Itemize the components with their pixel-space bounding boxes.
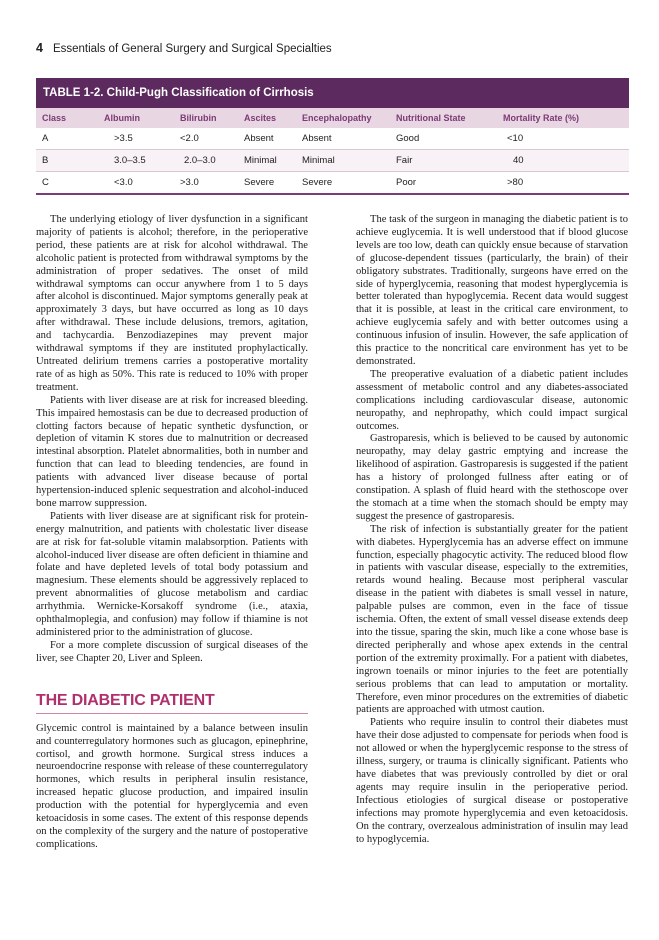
table-row	[36, 172, 629, 195]
column-header: Encephalopathy	[296, 108, 390, 128]
table-cell: <10	[497, 128, 629, 150]
table-cell: C	[36, 172, 98, 195]
body-paragraph: Patients with liver disease are at risk for increased bleeding. This impaired hemostasis can be due to decreased production of clotting factors because of hepatic synthetic dysfunction, or depletion of vitamin K stores due to malnutrition or decreased intestinal absorption. Platelet abnormalities, both in number and function that can lead to bleeding tendencies, are found in patients with advanced liver disease because of portal hypertension-induced splenic sequestration and alcohol-induced bone marrow suppression.	[36, 394, 308, 509]
table-cell: >3.5	[98, 128, 174, 150]
table-cell: B	[36, 150, 98, 172]
child-pugh-table	[36, 78, 629, 195]
page-number: 4	[36, 41, 43, 55]
right-column	[356, 214, 628, 846]
body-paragraph: Gastroparesis, which is believed to be caused by autonomic neuropathy, may delay gastric emptying and increase the likelihood of aspiration. Gastroparesis is suggested if the patient has a history of prolonged fullness after eating or of constipation. A splash of fluid heard with the stethoscope over the stomach at a time when the stomach should be empty may suggest the presence of gastroparesis.	[356, 433, 628, 522]
table-cell: Poor	[390, 172, 497, 195]
table-cell: 3.0–3.5	[98, 150, 174, 172]
body-paragraph: For a more complete discussion of surgical diseases of the liver, see Chapter 20, Liver and Spleen.	[36, 639, 308, 664]
table-row	[36, 128, 629, 150]
heading-rule	[36, 713, 308, 714]
column-header: Nutritional State	[390, 108, 497, 128]
body-paragraph: Glycemic control is maintained by a balance between insulin and counterregulatory hormones such as glucagon, epinephrine, cortisol, and growth hormone. Surgical stress induces a neuroendocrine response with release of these counterregulatory hormones, which results in peripheral insulin resistance, increased hepatic glucose production, and impaired insulin production with the potential for hyperglycemia and even ketoacidosis in some cases. The extent of this response depends on the complexity of the surgery and the nature of postoperative complications.	[36, 722, 308, 850]
table-cell: 2.0–3.0	[174, 150, 238, 172]
table-cell: Severe	[238, 172, 296, 195]
table-header-row	[36, 108, 629, 128]
left-column	[36, 214, 308, 852]
table-cell: 40	[497, 150, 629, 172]
table-cell: Good	[390, 128, 497, 150]
column-header: Mortality Rate (%)	[497, 108, 629, 128]
section-heading: THE DIABETIC PATIENT	[36, 691, 215, 709]
column-header: Class	[36, 108, 98, 128]
body-paragraph: The risk of infection is substantially greater for the patient with diabetes. Hyperglycemia has an adverse effect on immune function, especially phagocytic activity. The reduced blood flow in patients with vascular disease, especially to the extremities, retards wound healing. Because most peripheral vascular disease in the patient with diabetes is small vessel in nature, palpable pulses are common, even in the face of tissue ischemia. Often, the extent of small vessel disease extends deep into the tissue, sparing the skin, much like a cone whose base is directed peripherally and whose apex extends in the central portion of the extremity proximally. For a patient with diabetes, ingrown toenails or minor injuries to the feet are potentially serious problems that can lead to amputation or mortality. Therefore, even minor procedures on the extremities of diabetic patients are approached with utmost caution.	[356, 523, 628, 716]
table-cell: Severe	[296, 172, 390, 195]
table-cell: <3.0	[98, 172, 174, 195]
table-grid	[36, 108, 629, 195]
column-header: Albumin	[98, 108, 174, 128]
table-cell: Absent	[238, 128, 296, 150]
table-cell: >80	[497, 172, 629, 195]
body-paragraph: The task of the surgeon in managing the diabetic patient is to achieve euglycemia. It is well understood that if blood glucose levels are too low, death can quickly ensue because of starvation of glucose-dependent tissues (particularly, the brain) of their obligatory substrates. Traditionally, surgeons have erred on the side of hyperglycemia, reasoning that modest hyperglycemia is better tolerated than hypoglycemia. Recent data would suggest that it is possible, at least in the critical care environment, to achieve euglycemia safely and with better outcomes using a continuous infusion of insulin. However, the safe application of this practice to the noncritical care environment has yet to be demonstrated.	[356, 214, 628, 367]
table-cell: Absent	[296, 128, 390, 150]
body-paragraph: The underlying etiology of liver dysfunction in a significant majority of patients is alcohol; therefore, in the perioperative period, these patients are at risk for alcohol withdrawal. The alcoholic patient is protected from withdrawal symptoms by the administration of proper sedatives. The onset of mild withdrawal symptoms can occur anywhere from 1 to 5 days after alcohol is discontinued. Major symptoms generally peak at approximately 3 days, but have occurred as long as 10 days after withdrawal. These include delusions, tremors, agitation, and tachycardia. Benzodiazepines may prevent major withdrawal symptoms if they are instituted prophylactically. Untreated delirium tremens carries a postoperative mortality rate of as high as 50%. This rate is reduced to 10% with proper treatment.	[36, 214, 308, 393]
table-cell: Fair	[390, 150, 497, 172]
body-paragraph: Patients with liver disease are at significant risk for protein-energy malnutrition, and patients with cholestatic liver disease are at risk for fat-soluble vitamin malabsorption. Patients with alcohol-induced liver disease are often deficient in thiamine and folate and have depleted levels of total body potassium and magnesium. These elements should be aggressively replaced to prevent abnormalities of glucose metabolism and cardiac arrhythmia. Wernicke-Korsakoff syndrome (i.e., ataxia, ophthalmoplegia, and confusion) may follow if thiamine is not administered prior to the administration of glucose.	[36, 510, 308, 638]
table-cell: Minimal	[296, 150, 390, 172]
table-cell: Minimal	[238, 150, 296, 172]
table-cell: A	[36, 128, 98, 150]
body-paragraph: Patients who require insulin to control their diabetes must have their dose adjusted to compensate for periods when food is not allowed or when the hyperglycemic response to the stress of illness, surgery, or trauma is clinically significant. Patients who have diabetes that was previously controlled by diet or oral agents may require insulin in the perioperative period. Infectious etiologies of surgical disease or postoperative infections may promote hyperglycemia and even ketoacidosis. On the contrary, overzealous administration of insulin may lead to hypoglycemia.	[356, 717, 628, 845]
table-title: TABLE 1-2. Child-Pugh Classification of Cirrhosis	[36, 78, 629, 108]
table-cell: >3.0	[174, 172, 238, 195]
body-paragraph: The preoperative evaluation of a diabetic patient includes assessment of metabolic control and any diabetes-associated complications including cardiovascular disease, autonomic neuropathy, and nephropathy, which could impact surgical outcomes.	[356, 368, 628, 432]
running-head	[36, 41, 332, 55]
column-header: Bilirubin	[174, 108, 238, 128]
table-row	[36, 150, 629, 172]
column-header: Ascites	[238, 108, 296, 128]
book-title: Essentials of General Surgery and Surgical Specialties	[52, 43, 332, 55]
table-cell: <2.0	[174, 128, 238, 150]
